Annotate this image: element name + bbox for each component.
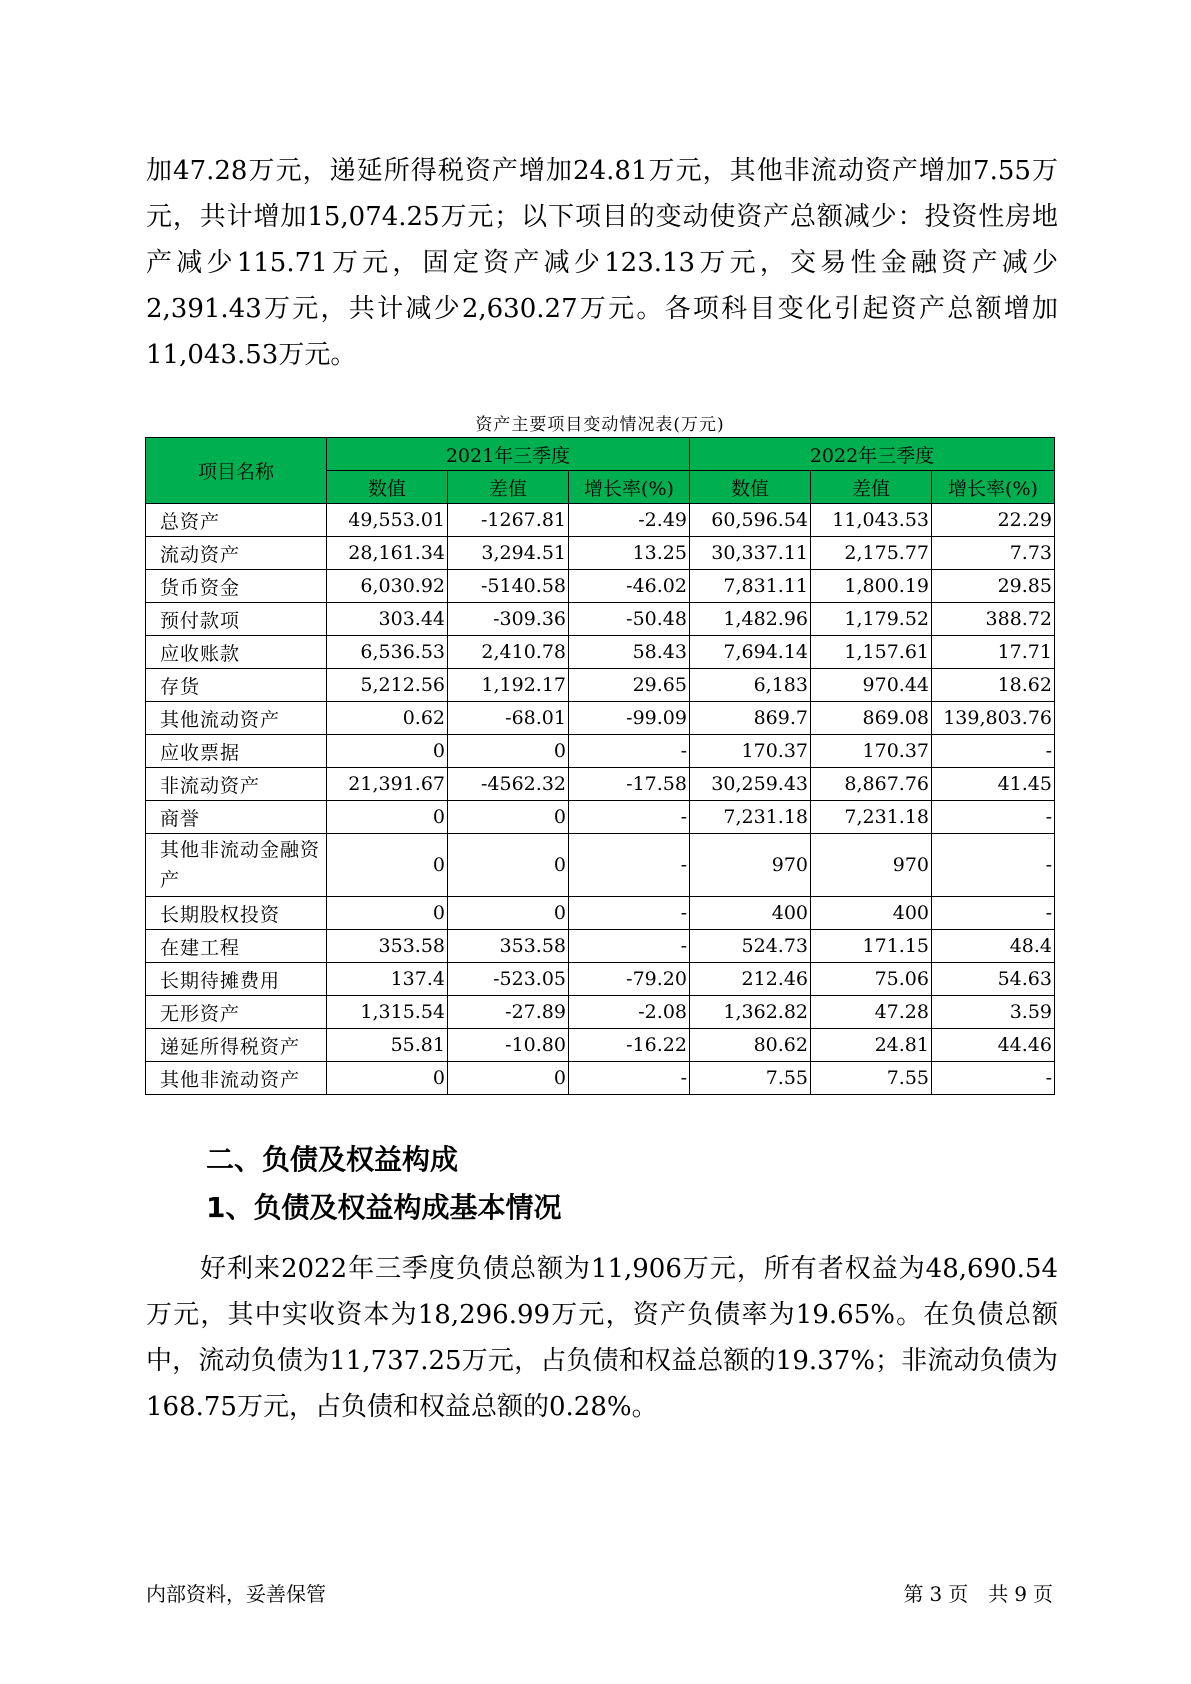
growth-2021: 58.43	[569, 636, 690, 669]
growth-2021: -	[569, 834, 690, 897]
value-2022: 400	[690, 897, 811, 930]
table-row	[146, 930, 1055, 963]
value-2022: 970	[690, 834, 811, 897]
growth-2021: -2.49	[569, 504, 690, 537]
row-name: 流动资产	[146, 537, 327, 570]
row-name: 存货	[146, 669, 327, 702]
diff-2021: 0	[448, 897, 569, 930]
intro-paragraph: 加47.28万元，递延所得税资产增加24.81万元，其他非流动资产增加7.55万元，共计增加15,074.25万元；以下项目的变动使资产总额减少：投资性房地产减少115.71万元，固定资产减少123.13万元，交易性金融资产减少2,391.43万元，共计减少2,630.27万元。各项科目变化引起资产总额增加11,043.53万元。	[146, 156, 1058, 370]
growth-2022: 18.62	[932, 669, 1055, 702]
value-2022: 6,183	[690, 669, 811, 702]
diff-2022: 2,175.77	[811, 537, 932, 570]
page-number: 3	[929, 1582, 943, 1606]
row-name: 其他非流动资产	[146, 1062, 327, 1095]
growth-2021: -79.20	[569, 963, 690, 996]
table-row	[146, 735, 1055, 768]
header-value-2021: 数值	[327, 471, 448, 504]
diff-2021: -5140.58	[448, 570, 569, 603]
growth-2022: -	[932, 801, 1055, 834]
value-2021: 28,161.34	[327, 537, 448, 570]
value-2022: 60,596.54	[690, 504, 811, 537]
growth-2021: 13.25	[569, 537, 690, 570]
diff-2022: 24.81	[811, 1029, 932, 1062]
growth-2022: -	[932, 1062, 1055, 1095]
growth-2022: 139,803.76	[932, 702, 1055, 735]
header-diff-2022: 差值	[811, 471, 932, 504]
section-heading: 二、负债及权益构成	[206, 1143, 459, 1176]
value-2021: 0	[327, 897, 448, 930]
table-row	[146, 636, 1055, 669]
value-2022: 524.73	[690, 930, 811, 963]
diff-2022: 970	[811, 834, 932, 897]
asset-change-table	[145, 437, 1055, 1095]
value-2022: 30,259.43	[690, 768, 811, 801]
value-2022: 7,831.11	[690, 570, 811, 603]
diff-2022: 8,867.76	[811, 768, 932, 801]
value-2022: 212.46	[690, 963, 811, 996]
row-name: 无形资产	[146, 996, 327, 1029]
value-2021: 21,391.67	[327, 768, 448, 801]
row-name: 长期股权投资	[146, 897, 327, 930]
row-name: 长期待摊费用	[146, 963, 327, 996]
table-row	[146, 897, 1055, 930]
value-2021: 5,212.56	[327, 669, 448, 702]
diff-2022: 11,043.53	[811, 504, 932, 537]
diff-2021: -309.36	[448, 603, 569, 636]
header-growth-2022: 增长率(%)	[932, 471, 1055, 504]
value-2021: 6,536.53	[327, 636, 448, 669]
diff-2021: 0	[448, 1062, 569, 1095]
value-2022: 1,482.96	[690, 603, 811, 636]
diff-2021: 1,192.17	[448, 669, 569, 702]
table-row	[146, 669, 1055, 702]
diff-2021: 0	[448, 735, 569, 768]
diff-2021: -523.05	[448, 963, 569, 996]
confidential-note: 内部资料，妥善保管	[146, 1582, 326, 1606]
table-caption: 资产主要项目变动情况表(万元)	[475, 415, 725, 435]
row-name: 商誉	[146, 801, 327, 834]
header-period-2021: 2021年三季度	[327, 438, 690, 471]
page-mid: 页 共	[948, 1582, 1009, 1606]
header-item-name: 项目名称	[146, 438, 327, 504]
diff-2022: 47.28	[811, 996, 932, 1029]
row-name: 货币资金	[146, 570, 327, 603]
growth-2021: -	[569, 801, 690, 834]
row-name: 其他流动资产	[146, 702, 327, 735]
diff-2021: -27.89	[448, 996, 569, 1029]
value-2021: 303.44	[327, 603, 448, 636]
value-2021: 353.58	[327, 930, 448, 963]
growth-2022: 48.4	[932, 930, 1055, 963]
diff-2021: -68.01	[448, 702, 569, 735]
growth-2022: -	[932, 897, 1055, 930]
header-diff-2021: 差值	[448, 471, 569, 504]
value-2022: 170.37	[690, 735, 811, 768]
value-2022: 869.7	[690, 702, 811, 735]
value-2021: 6,030.92	[327, 570, 448, 603]
subsection-heading: 1、负债及权益构成基本情况	[206, 1191, 562, 1224]
value-2022: 7,231.18	[690, 801, 811, 834]
diff-2021: -1267.81	[448, 504, 569, 537]
diff-2022: 75.06	[811, 963, 932, 996]
value-2021: 0	[327, 735, 448, 768]
diff-2021: 2,410.78	[448, 636, 569, 669]
table-row	[146, 603, 1055, 636]
diff-2021: 0	[448, 801, 569, 834]
header-value-2022: 数值	[690, 471, 811, 504]
table-row	[146, 702, 1055, 735]
diff-2022: 1,157.61	[811, 636, 932, 669]
total-pages: 9	[1014, 1582, 1027, 1606]
diff-2021: 353.58	[448, 930, 569, 963]
growth-2022: -	[932, 735, 1055, 768]
value-2022: 1,362.82	[690, 996, 811, 1029]
growth-2021: -99.09	[569, 702, 690, 735]
growth-2021: -17.58	[569, 768, 690, 801]
diff-2022: 7,231.18	[811, 801, 932, 834]
diff-2022: 1,179.52	[811, 603, 932, 636]
value-2022: 7.55	[690, 1062, 811, 1095]
diff-2022: 400	[811, 897, 932, 930]
growth-2021: -16.22	[569, 1029, 690, 1062]
growth-2022: 44.46	[932, 1029, 1055, 1062]
diff-2021: -10.80	[448, 1029, 569, 1062]
value-2021: 0	[327, 801, 448, 834]
value-2021: 0	[327, 834, 448, 897]
growth-2022: 54.63	[932, 963, 1055, 996]
growth-2022: -	[932, 834, 1055, 897]
table-row	[146, 1062, 1055, 1095]
diff-2021: 3,294.51	[448, 537, 569, 570]
growth-2021: -	[569, 897, 690, 930]
growth-2022: 388.72	[932, 603, 1055, 636]
row-name: 预付款项	[146, 603, 327, 636]
header-growth-2021: 增长率(%)	[569, 471, 690, 504]
value-2021: 0	[327, 1062, 448, 1095]
diff-2022: 869.08	[811, 702, 932, 735]
growth-2022: 29.85	[932, 570, 1055, 603]
diff-2022: 171.15	[811, 930, 932, 963]
page-suffix: 页	[1033, 1582, 1053, 1606]
row-name: 应收账款	[146, 636, 327, 669]
row-name: 总资产	[146, 504, 327, 537]
growth-2021: -46.02	[569, 570, 690, 603]
table-row	[146, 1029, 1055, 1062]
row-name: 其他非流动金融资产	[146, 834, 327, 897]
growth-2022: 7.73	[932, 537, 1055, 570]
value-2022: 7,694.14	[690, 636, 811, 669]
value-2022: 80.62	[690, 1029, 811, 1062]
table-row	[146, 504, 1055, 537]
growth-2021: -	[569, 735, 690, 768]
growth-2021: -	[569, 1062, 690, 1095]
table-row	[146, 801, 1055, 834]
growth-2022: 41.45	[932, 768, 1055, 801]
page-prefix: 第	[903, 1582, 924, 1606]
value-2021: 55.81	[327, 1029, 448, 1062]
diff-2022: 170.37	[811, 735, 932, 768]
value-2021: 1,315.54	[327, 996, 448, 1029]
diff-2021: -4562.32	[448, 768, 569, 801]
growth-2021: -	[569, 930, 690, 963]
value-2021: 137.4	[327, 963, 448, 996]
row-name: 在建工程	[146, 930, 327, 963]
growth-2022: 22.29	[932, 504, 1055, 537]
growth-2022: 17.71	[932, 636, 1055, 669]
value-2021: 0.62	[327, 702, 448, 735]
growth-2022: 3.59	[932, 996, 1055, 1029]
row-name: 非流动资产	[146, 768, 327, 801]
diff-2022: 970.44	[811, 669, 932, 702]
diff-2021: 0	[448, 834, 569, 897]
diff-2022: 1,800.19	[811, 570, 932, 603]
table-row	[146, 834, 1055, 897]
table-row	[146, 963, 1055, 996]
value-2022: 30,337.11	[690, 537, 811, 570]
table-row	[146, 996, 1055, 1029]
body-paragraph: 好利来2022年三季度负债总额为11,906万元，所有者权益为48,690.54万元，其中实收资本为18,296.99万元，资产负债率为19.65%。在负债总额中，流动负债为11,737.25万元，占负债和权益总额的19.37%；非流动负债为168.75万元，占负债和权益总额的0.28%。	[146, 1254, 1058, 1422]
value-2021: 49,553.01	[327, 504, 448, 537]
header-period-2022: 2022年三季度	[690, 438, 1055, 471]
diff-2022: 7.55	[811, 1062, 932, 1095]
growth-2021: -50.48	[569, 603, 690, 636]
table-row	[146, 768, 1055, 801]
growth-2021: 29.65	[569, 669, 690, 702]
table-row	[146, 570, 1055, 603]
row-name: 递延所得税资产	[146, 1029, 327, 1062]
growth-2021: -2.08	[569, 996, 690, 1029]
table-row	[146, 537, 1055, 570]
page-indicator	[898, 1578, 1053, 1607]
row-name: 应收票据	[146, 735, 327, 768]
